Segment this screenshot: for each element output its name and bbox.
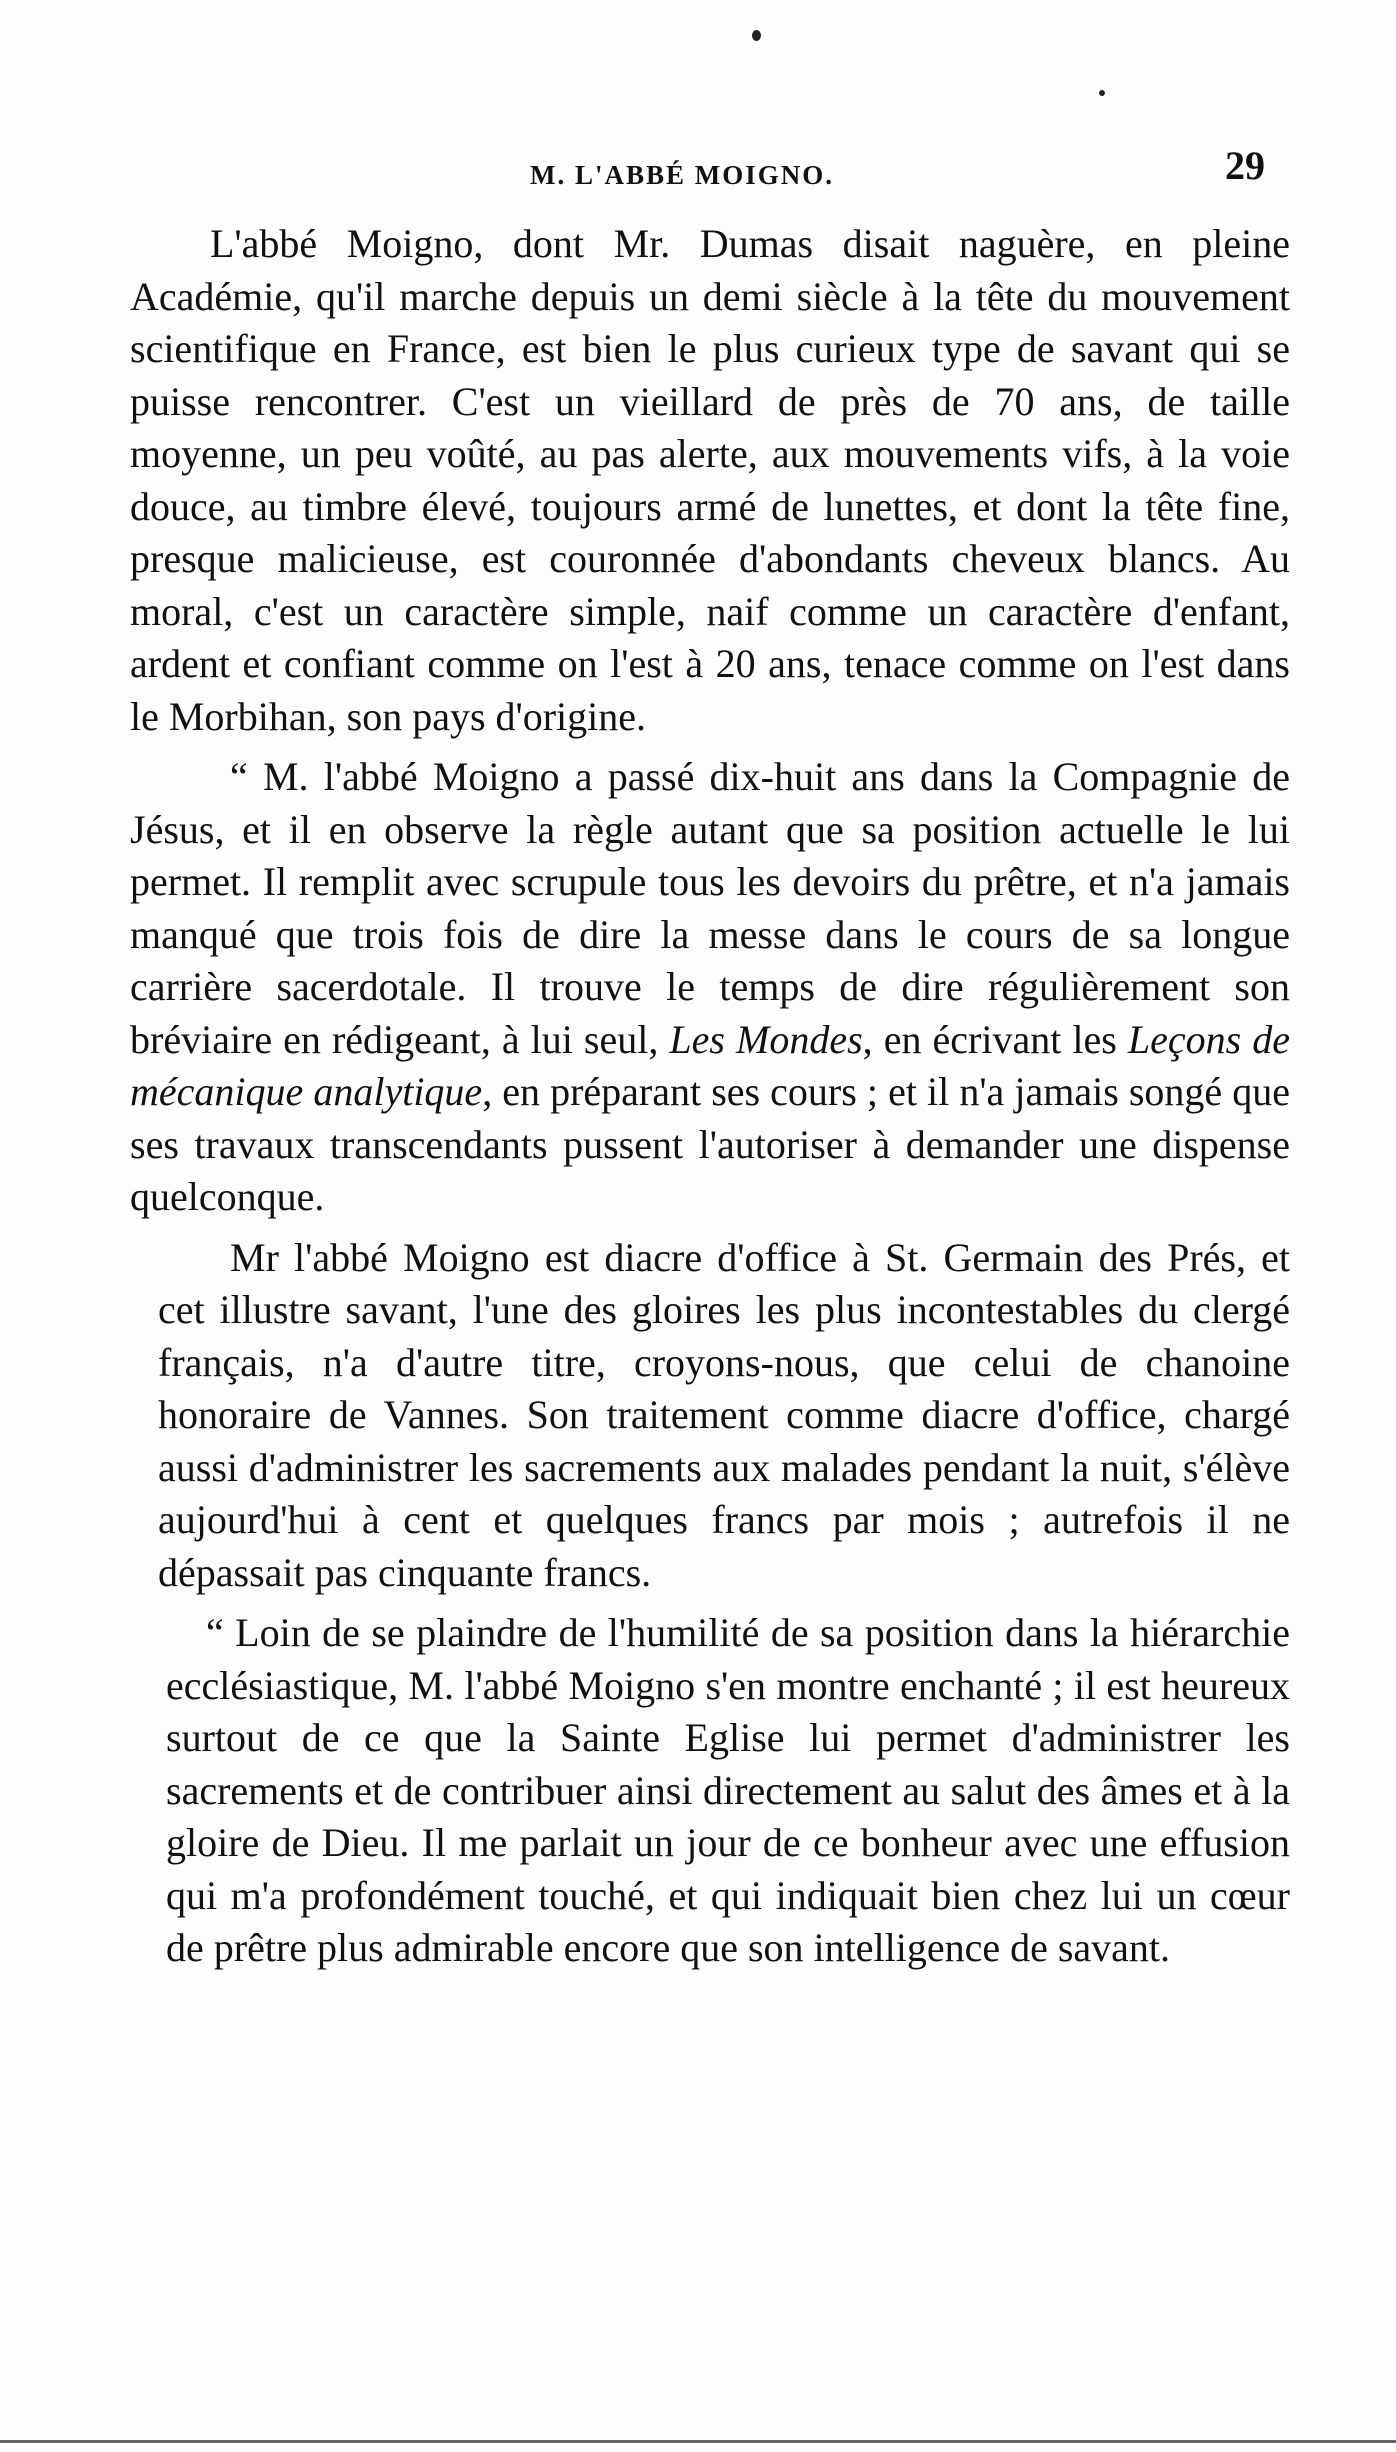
running-head: M. L'ABBÉ MOIGNO. [530, 160, 835, 190]
page-edge-line [0, 2440, 1396, 2443]
paragraph-1: L'abbé Moigno, dont Mr. Dumas disait naguère, en pleine Académie, qu'il marche depuis un demi siècle à la tête du mouvement scientifique en France, est bien le plus curieux type de savant qui se puisse rencontrer. C'est un vieillard de près de 70 ans, de taille moyenne, un peu voûté, au pas alerte, aux mouvements vifs, à la voie douce, au timbre élevé, toujours armé de lunettes, et dont la tête fine, presque malicieuse, est couronnée d'abondants cheveux blancs. Au moral, c'est un caractère simple, naif comme un caractère d'enfant, ardent et confiant comme on l'est à 20 ans, tenace comme on l'est dans le Morbihan, son pays d'origine. [130, 221, 1290, 739]
body-text [130, 218, 1290, 1983]
title-les-mondes: Les Mondes [669, 1016, 863, 1062]
page-header [130, 142, 1265, 202]
paragraph-2-text-b: , en écrivant les [862, 1016, 1128, 1062]
paragraph-2-text-a: “ M. l'abbé Moigno a passé dix-huit ans dans la Compagnie de Jésus, et il en observe la règle autant que sa position actuelle le lui permet. Il remplit avec scrupule tous les devoirs du prêtre, et n'a jamais manqué que trois fois de dire la messe dans le cours de sa longue carrière sacerdotale. Il trouve le temps de dire régulièrement son bréviaire en rédigeant, à lui seul, [130, 754, 1290, 1062]
title-lecons-mecanique: Leçons de mécanique analytique [130, 1016, 1290, 1114]
paragraph-2 [130, 751, 1290, 1224]
scan-speck [1099, 90, 1105, 96]
paragraph-4: “ Loin de se plaindre de l'humilité de sa position dans la hiérarchie ecclésiastique, M. l'abbé Moigno s'en montre enchanté ; il est heureux surtout de ce que la Sainte Eglise lui permet d'administrer les sacrements et de contribuer ainsi directement au salut des âmes et à la gloire de Dieu. Il me parlait un jour de ce bonheur avec une effusion qui m'a profondément touché, et qui indiquait bien chez lui un cœur de prêtre plus admirable encore que son intelligence de savant. [166, 1610, 1290, 1970]
page-number: 29 [1225, 143, 1265, 188]
paragraph-3: Mr l'abbé Moigno est diacre d'office à St. Germain des Prés, et cet illustre savant, l'une des gloires les plus incontestables du clergé français, n'a d'autre titre, croyons-nous, que celui de chanoine honoraire de Vannes. Son traitement comme diacre d'office, chargé aussi d'administrer les sacrements aux malades pendant la nuit, s'élève aujourd'hui à cent et quelques francs par mois ; autrefois il ne dépassait pas cinquante francs. [158, 1234, 1290, 1595]
paragraph-2-text-c: , en préparant ses cours ; et il n'a jamais songé que ses travaux transcendants pussent l'autoriser à demander une dispense quelconque. [130, 1069, 1290, 1219]
scan-speck [752, 30, 761, 41]
